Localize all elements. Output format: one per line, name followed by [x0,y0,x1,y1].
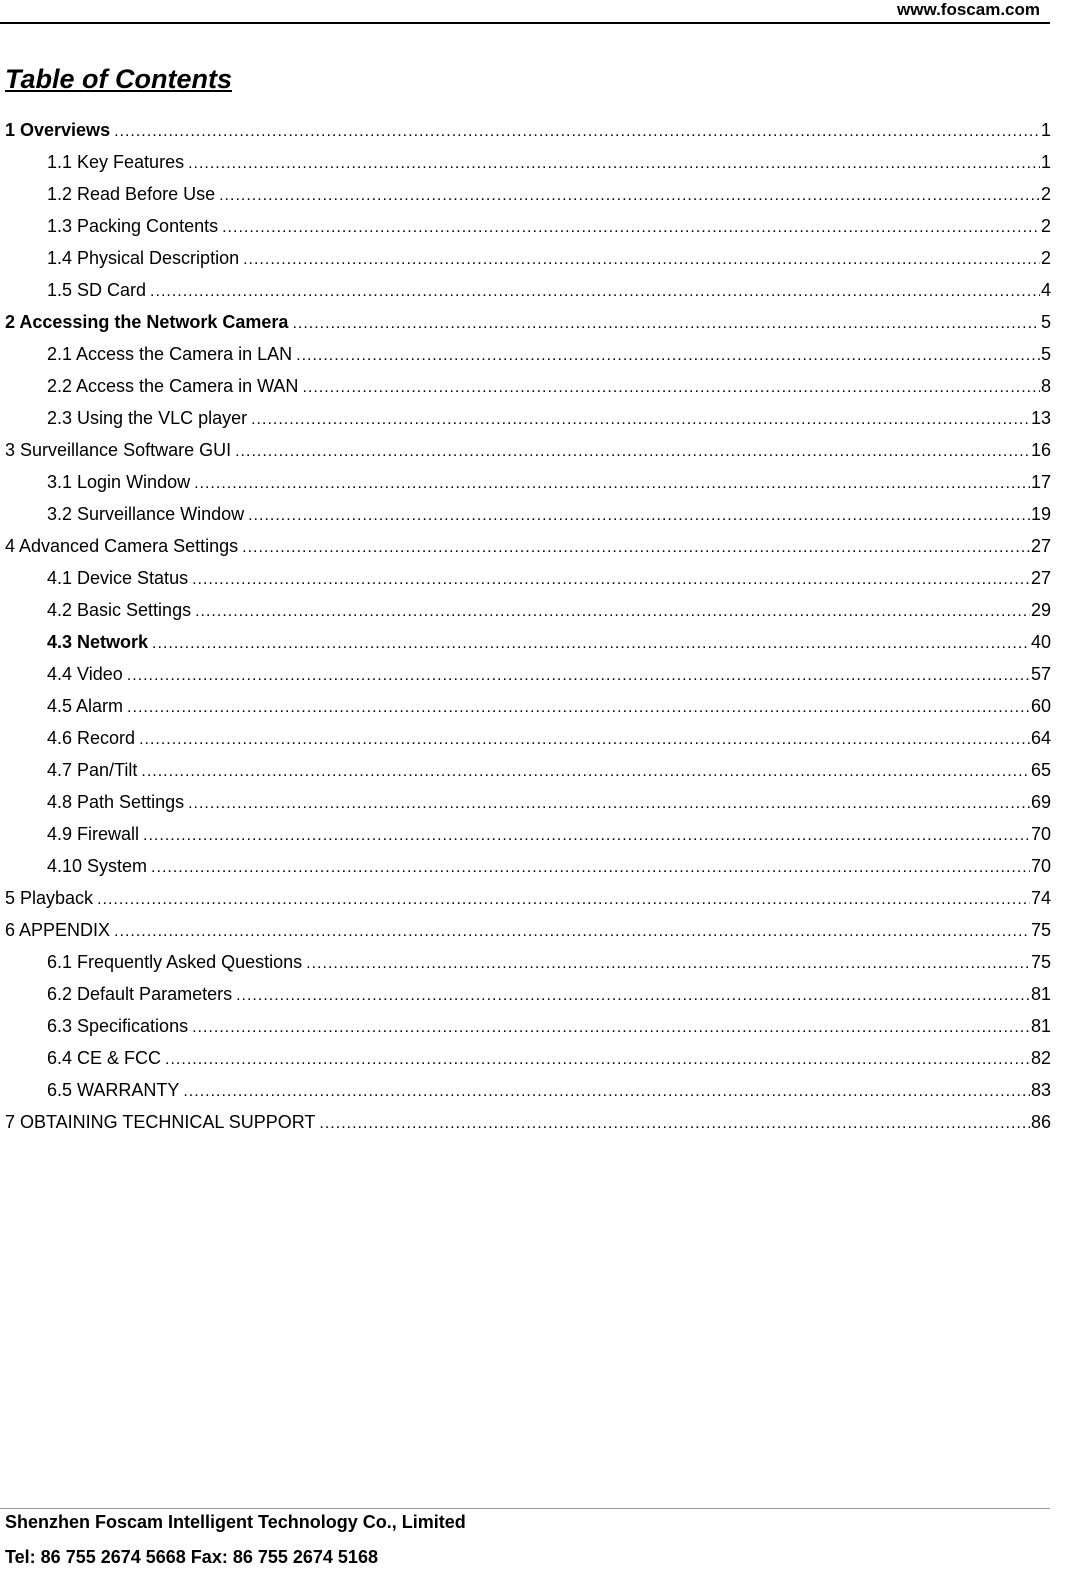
toc-entry-label: 1.1 Key Features [47,152,185,172]
toc-entry[interactable] [5,690,1051,722]
toc-entry[interactable] [5,786,1051,818]
toc-entry-label: 6.5 WARRANTY [47,1080,180,1100]
toc-entry-label: 3.1 Login Window [47,472,191,492]
toc-entry-page: 4 [1040,280,1051,300]
toc-entry-label: 3.2 Surveillance Window [47,504,245,524]
header-url[interactable]: www.foscam.com [897,0,1040,19]
toc-entry[interactable] [5,114,1051,146]
toc-entry-label: 4.7 Pan/Tilt [47,760,138,780]
toc-entry-page: 2 [1040,248,1051,268]
toc-entry-label: 2.2 Access the Camera in WAN [47,376,299,396]
toc-entry-label: 2.1 Access the Camera in LAN [47,344,293,364]
toc-entry-label: 1 Overviews [5,120,111,140]
toc-leader-dots [188,788,1030,820]
toc-entry-label: 6.1 Frequently Asked Questions [47,952,303,972]
toc-leader-dots [151,852,1030,884]
toc-entry-label: 4.3 Network [47,632,149,652]
toc-leader-dots [292,308,1040,340]
toc-entry-page: 81 [1030,1016,1051,1036]
toc-entry-label: 4.4 Video [47,664,123,684]
toc-entry-page: 17 [1030,472,1051,492]
toc-entry[interactable] [5,818,1051,850]
toc-entry[interactable] [5,274,1051,306]
toc-entry-label: 6.3 Specifications [47,1016,189,1036]
toc-entry[interactable] [5,466,1051,498]
toc-leader-dots [114,916,1030,948]
toc-leader-dots [150,276,1040,308]
toc-entry[interactable] [5,1106,1051,1138]
footer-contact: Tel: 86 755 2674 5668 Fax: 86 755 2674 5168 [5,1547,378,1567]
toc-entry-label: 5 Playback [5,888,94,908]
toc-entry[interactable] [5,338,1051,370]
toc-entry-label: 2 Accessing the Network Camera [5,312,289,332]
toc-leader-dots [236,980,1030,1012]
toc-leader-dots [114,116,1040,148]
toc-entry[interactable] [5,626,1051,658]
toc-entry-label: 1.3 Packing Contents [47,216,219,236]
toc-leader-dots [127,692,1030,724]
toc-entry[interactable] [5,210,1051,242]
table-of-contents [5,114,1051,1138]
toc-entry-page: 19 [1030,504,1051,524]
toc-entry-label: 4.9 Firewall [47,824,140,844]
toc-leader-dots [251,404,1030,436]
toc-leader-dots [243,244,1040,276]
toc-entry[interactable] [5,498,1051,530]
toc-entry-label: 4.6 Record [47,728,136,748]
toc-leader-dots [143,820,1030,852]
toc-entry[interactable] [5,978,1051,1010]
toc-entry-page: 29 [1030,600,1051,620]
toc-entry-label: 3 Surveillance Software GUI [5,440,232,460]
toc-leader-dots [194,468,1030,500]
toc-entry-page: 2 [1040,216,1051,236]
toc-entry[interactable] [5,242,1051,274]
toc-entry-label: 1.5 SD Card [47,280,147,300]
toc-entry-page: 82 [1030,1048,1051,1068]
toc-entry-label: 4.5 Alarm [47,696,124,716]
toc-leader-dots [188,148,1040,180]
toc-leader-dots [97,884,1030,916]
toc-leader-dots [127,660,1030,692]
toc-entry-label: 7 OBTAINING TECHNICAL SUPPORT [5,1112,316,1132]
toc-entry-label: 6.2 Default Parameters [47,984,233,1004]
toc-leader-dots [222,212,1040,244]
toc-entry-page: 5 [1040,344,1051,364]
toc-leader-dots [139,724,1030,756]
toc-entry-label: 6.4 CE & FCC [47,1048,162,1068]
header-divider [0,22,1050,24]
toc-entry[interactable] [5,530,1051,562]
toc-leader-dots [219,180,1040,212]
toc-entry-page: 27 [1030,536,1051,556]
toc-entry[interactable] [5,1042,1051,1074]
toc-leader-dots [235,436,1030,468]
toc-entry-page: 70 [1030,856,1051,876]
toc-entry-page: 2 [1040,184,1051,204]
toc-entry-label: 1.4 Physical Description [47,248,240,268]
toc-entry[interactable] [5,434,1051,466]
toc-entry-page: 75 [1030,920,1051,940]
toc-entry-page: 81 [1030,984,1051,1004]
toc-entry-page: 65 [1030,760,1051,780]
toc-entry-label: 6 APPENDIX [5,920,111,940]
toc-entry-page: 5 [1040,312,1051,332]
toc-leader-dots [296,340,1040,372]
toc-entry[interactable] [5,658,1051,690]
toc-entry[interactable] [5,1074,1051,1106]
toc-entry-label: 1.2 Read Before Use [47,184,216,204]
page-title: Table of Contents [5,64,232,94]
toc-entry-label: 4 Advanced Camera Settings [5,536,239,556]
toc-entry-page: 74 [1030,888,1051,908]
toc-entry[interactable] [5,178,1051,210]
toc-entry-page: 75 [1030,952,1051,972]
toc-leader-dots [152,628,1030,660]
toc-entry[interactable] [5,1010,1051,1042]
toc-entry-page: 70 [1030,824,1051,844]
toc-leader-dots [183,1076,1030,1108]
toc-entry-page: 64 [1030,728,1051,748]
toc-leader-dots [192,564,1030,596]
toc-entry[interactable] [5,882,1051,914]
toc-leader-dots [195,596,1030,628]
toc-entry[interactable] [5,722,1051,754]
toc-leader-dots [248,500,1030,532]
toc-entry[interactable] [5,370,1051,402]
toc-entry[interactable] [5,306,1051,338]
toc-entry-label: 4.8 Path Settings [47,792,185,812]
toc-entry-label: 4.10 System [47,856,148,876]
toc-leader-dots [306,948,1030,980]
toc-entry-page: 60 [1030,696,1051,716]
toc-entry[interactable] [5,594,1051,626]
toc-entry-page: 1 [1040,152,1051,172]
toc-entry-page: 13 [1030,408,1051,428]
toc-entry-page: 86 [1030,1112,1051,1132]
toc-leader-dots [242,532,1030,564]
toc-entry-label: 2.3 Using the VLC player [47,408,248,428]
footer-divider [0,1508,1050,1509]
toc-entry[interactable] [5,850,1051,882]
toc-entry[interactable] [5,914,1051,946]
toc-entry-label: 4.2 Basic Settings [47,600,192,620]
footer-company: Shenzhen Foscam Intelligent Technology Co., Limited [5,1512,466,1532]
toc-entry[interactable] [5,146,1051,178]
toc-entry-page: 40 [1030,632,1051,652]
toc-leader-dots [319,1108,1030,1140]
toc-entry[interactable] [5,754,1051,786]
toc-leader-dots [165,1044,1030,1076]
toc-leader-dots [302,372,1040,404]
toc-entry-page: 8 [1040,376,1051,396]
toc-entry-label: 4.1 Device Status [47,568,189,588]
toc-entry-page: 83 [1030,1080,1051,1100]
toc-entry-page: 16 [1030,440,1051,460]
toc-entry-page: 27 [1030,568,1051,588]
toc-entry[interactable] [5,402,1051,434]
toc-entry-page: 69 [1030,792,1051,812]
toc-entry-page: 57 [1030,664,1051,684]
toc-entry-page: 1 [1040,120,1051,140]
toc-entry[interactable] [5,946,1051,978]
toc-entry[interactable] [5,562,1051,594]
toc-leader-dots [141,756,1030,788]
toc-leader-dots [192,1012,1030,1044]
